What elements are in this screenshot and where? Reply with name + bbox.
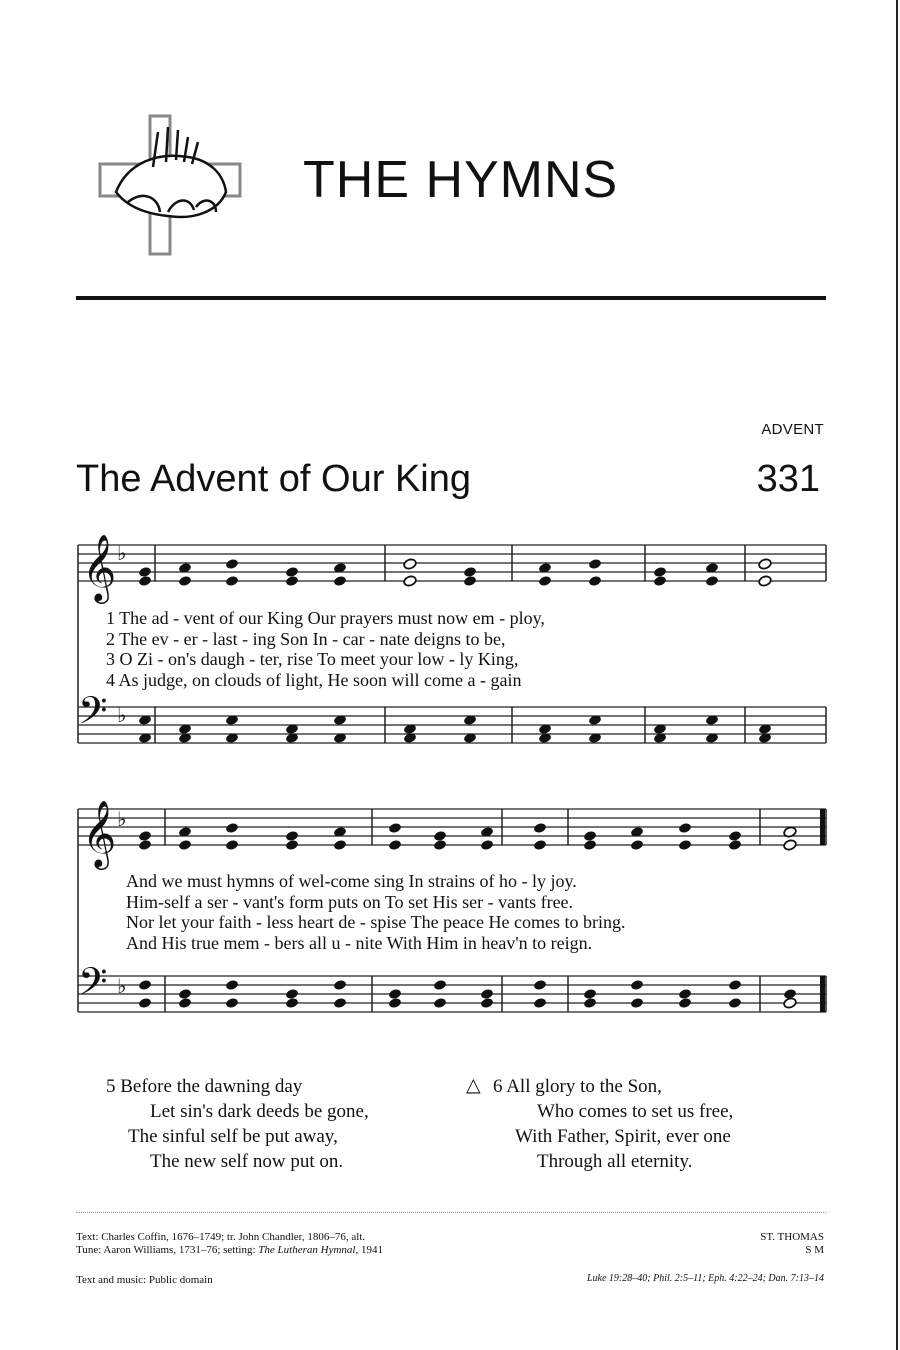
final-barline	[820, 976, 825, 1012]
notehead	[225, 822, 239, 834]
notehead	[285, 839, 299, 851]
notehead	[285, 997, 299, 1009]
notehead	[728, 997, 742, 1009]
stanza-line: The sinful self be put away,	[128, 1126, 338, 1147]
notehead	[480, 997, 494, 1009]
stanza-line: Who comes to set us free,	[537, 1101, 734, 1122]
notehead	[630, 997, 644, 1009]
final-barline	[820, 809, 825, 845]
scripture-references: Luke 19:28–40; Phil. 2:5–11; Eph. 4:22–24; Dan. 7:13–14	[586, 1273, 824, 1284]
notehead	[138, 830, 152, 842]
notehead	[758, 558, 772, 570]
notehead	[653, 566, 667, 578]
notehead	[480, 988, 494, 1000]
treble-clef-icon: 𝄞	[82, 533, 117, 601]
notehead	[285, 566, 299, 578]
notehead	[333, 839, 347, 851]
clefs	[78, 533, 126, 1013]
tune-name: ST. THOMAS	[760, 1231, 824, 1243]
bass-clef-icon: 𝄢	[78, 688, 108, 742]
footer-divider	[76, 1212, 826, 1213]
notehead	[333, 575, 347, 587]
stanza-line: Let sin's dark deeds be gone,	[150, 1101, 369, 1122]
lyric-line: And His true mem - bers all u - nite With Him in heav'n to reign.	[126, 932, 593, 953]
lyric-line: And we must hymns of wel-come sing In strains of ho - ly joy.	[126, 871, 577, 891]
notehead	[653, 575, 667, 587]
notehead	[630, 979, 644, 991]
notehead	[433, 979, 447, 991]
flat-key-signature-icon: ♭	[117, 807, 127, 831]
notehead	[138, 979, 152, 991]
notehead	[178, 839, 192, 851]
stanza-line: With Father, Spirit, ever one	[515, 1126, 731, 1147]
notehead	[728, 979, 742, 991]
lyric-line: Nor let your faith - less heart de - spise The peace He comes to bring.	[126, 912, 626, 932]
notehead	[678, 988, 692, 1000]
notehead	[588, 575, 602, 587]
notehead	[225, 839, 239, 851]
notehead	[533, 822, 547, 834]
lyric-line: 2 The ev - er - last - ing Son In - car - nate deigns to be,	[106, 628, 506, 649]
notehead	[138, 575, 152, 587]
notehead	[783, 997, 797, 1009]
notehead	[178, 997, 192, 1009]
treble-clef-icon: 𝄞	[82, 799, 117, 867]
section-label: ADVENT	[761, 421, 824, 438]
lyric-line: Him-self a ser - vant's form puts on To set His ser - vants free.	[126, 891, 574, 912]
notehead	[403, 558, 417, 570]
notehead	[138, 839, 152, 851]
page-header-title: THE HYMNS	[303, 151, 619, 209]
bass-clef-icon: 𝄢	[78, 959, 108, 1013]
notehead	[583, 988, 597, 1000]
notehead	[583, 839, 597, 851]
flat-key-signature-icon: ♭	[117, 974, 127, 998]
flat-key-signature-icon: ♭	[117, 541, 127, 565]
notehead	[433, 839, 447, 851]
notehead	[480, 839, 494, 851]
notehead	[758, 575, 772, 587]
rights-notice: Text and music: Public domain	[76, 1274, 213, 1286]
notehead	[178, 575, 192, 587]
notehead	[705, 575, 719, 587]
notehead	[388, 997, 402, 1009]
stanza-line: 5 Before the dawning day	[106, 1076, 303, 1097]
lyric-line: 4 As judge, on clouds of light, He soon will come a - gain	[106, 669, 522, 690]
stanza-line: Through all eternity.	[537, 1151, 693, 1172]
notehead	[403, 575, 417, 587]
notehead	[533, 979, 547, 991]
hymn-title: The Advent of Our King	[76, 458, 472, 500]
notehead	[285, 830, 299, 842]
hymn-number: 331	[756, 458, 820, 500]
stanza-line: The new self now put on.	[150, 1151, 344, 1172]
notehead	[225, 575, 239, 587]
notehead	[533, 839, 547, 851]
stanza-5	[106, 1074, 369, 1174]
system1-lyrics	[106, 608, 818, 690]
notehead	[538, 575, 552, 587]
tune-credit: Tune: Aaron Williams, 1731–76; setting: The Lutheran Hymnal, 1941	[76, 1244, 383, 1256]
notehead	[333, 997, 347, 1009]
notehead	[783, 839, 797, 851]
notehead	[285, 575, 299, 587]
flat-key-signature-icon: ♭	[117, 703, 127, 727]
stanza-6-marker: △	[466, 1075, 481, 1096]
notehead	[138, 997, 152, 1009]
notehead	[388, 822, 402, 834]
stanza-6	[493, 1074, 733, 1174]
notehead	[728, 830, 742, 842]
notehead	[285, 988, 299, 1000]
notehead	[678, 997, 692, 1009]
notehead	[333, 979, 347, 991]
notehead	[433, 830, 447, 842]
lyric-line: 3 O Zi - on's daugh - ter, rise To meet your low - ly King,	[106, 649, 519, 669]
notehead	[225, 558, 239, 570]
notehead	[388, 988, 402, 1000]
notehead	[678, 822, 692, 834]
notehead	[728, 839, 742, 851]
notehead	[630, 839, 644, 851]
text-credit: Text: Charles Coffin, 1676–1749; tr. John Chandler, 1806–76, alt.	[76, 1231, 366, 1243]
notehead	[533, 997, 547, 1009]
system2-lyrics	[126, 871, 838, 953]
notehead	[178, 988, 192, 1000]
notehead	[583, 830, 597, 842]
notehead	[225, 997, 239, 1009]
notehead	[225, 979, 239, 991]
meter: S M	[805, 1244, 824, 1256]
notehead	[678, 839, 692, 851]
notehead	[583, 997, 597, 1009]
notehead	[138, 566, 152, 578]
notehead	[463, 575, 477, 587]
notehead	[588, 558, 602, 570]
notehead	[463, 566, 477, 578]
stanza-line: 6 All glory to the Son,	[493, 1076, 662, 1097]
lyric-line: 1 The ad - vent of our King Our prayers must now em - ploy,	[106, 608, 545, 628]
notehead	[388, 839, 402, 851]
notehead	[433, 997, 447, 1009]
